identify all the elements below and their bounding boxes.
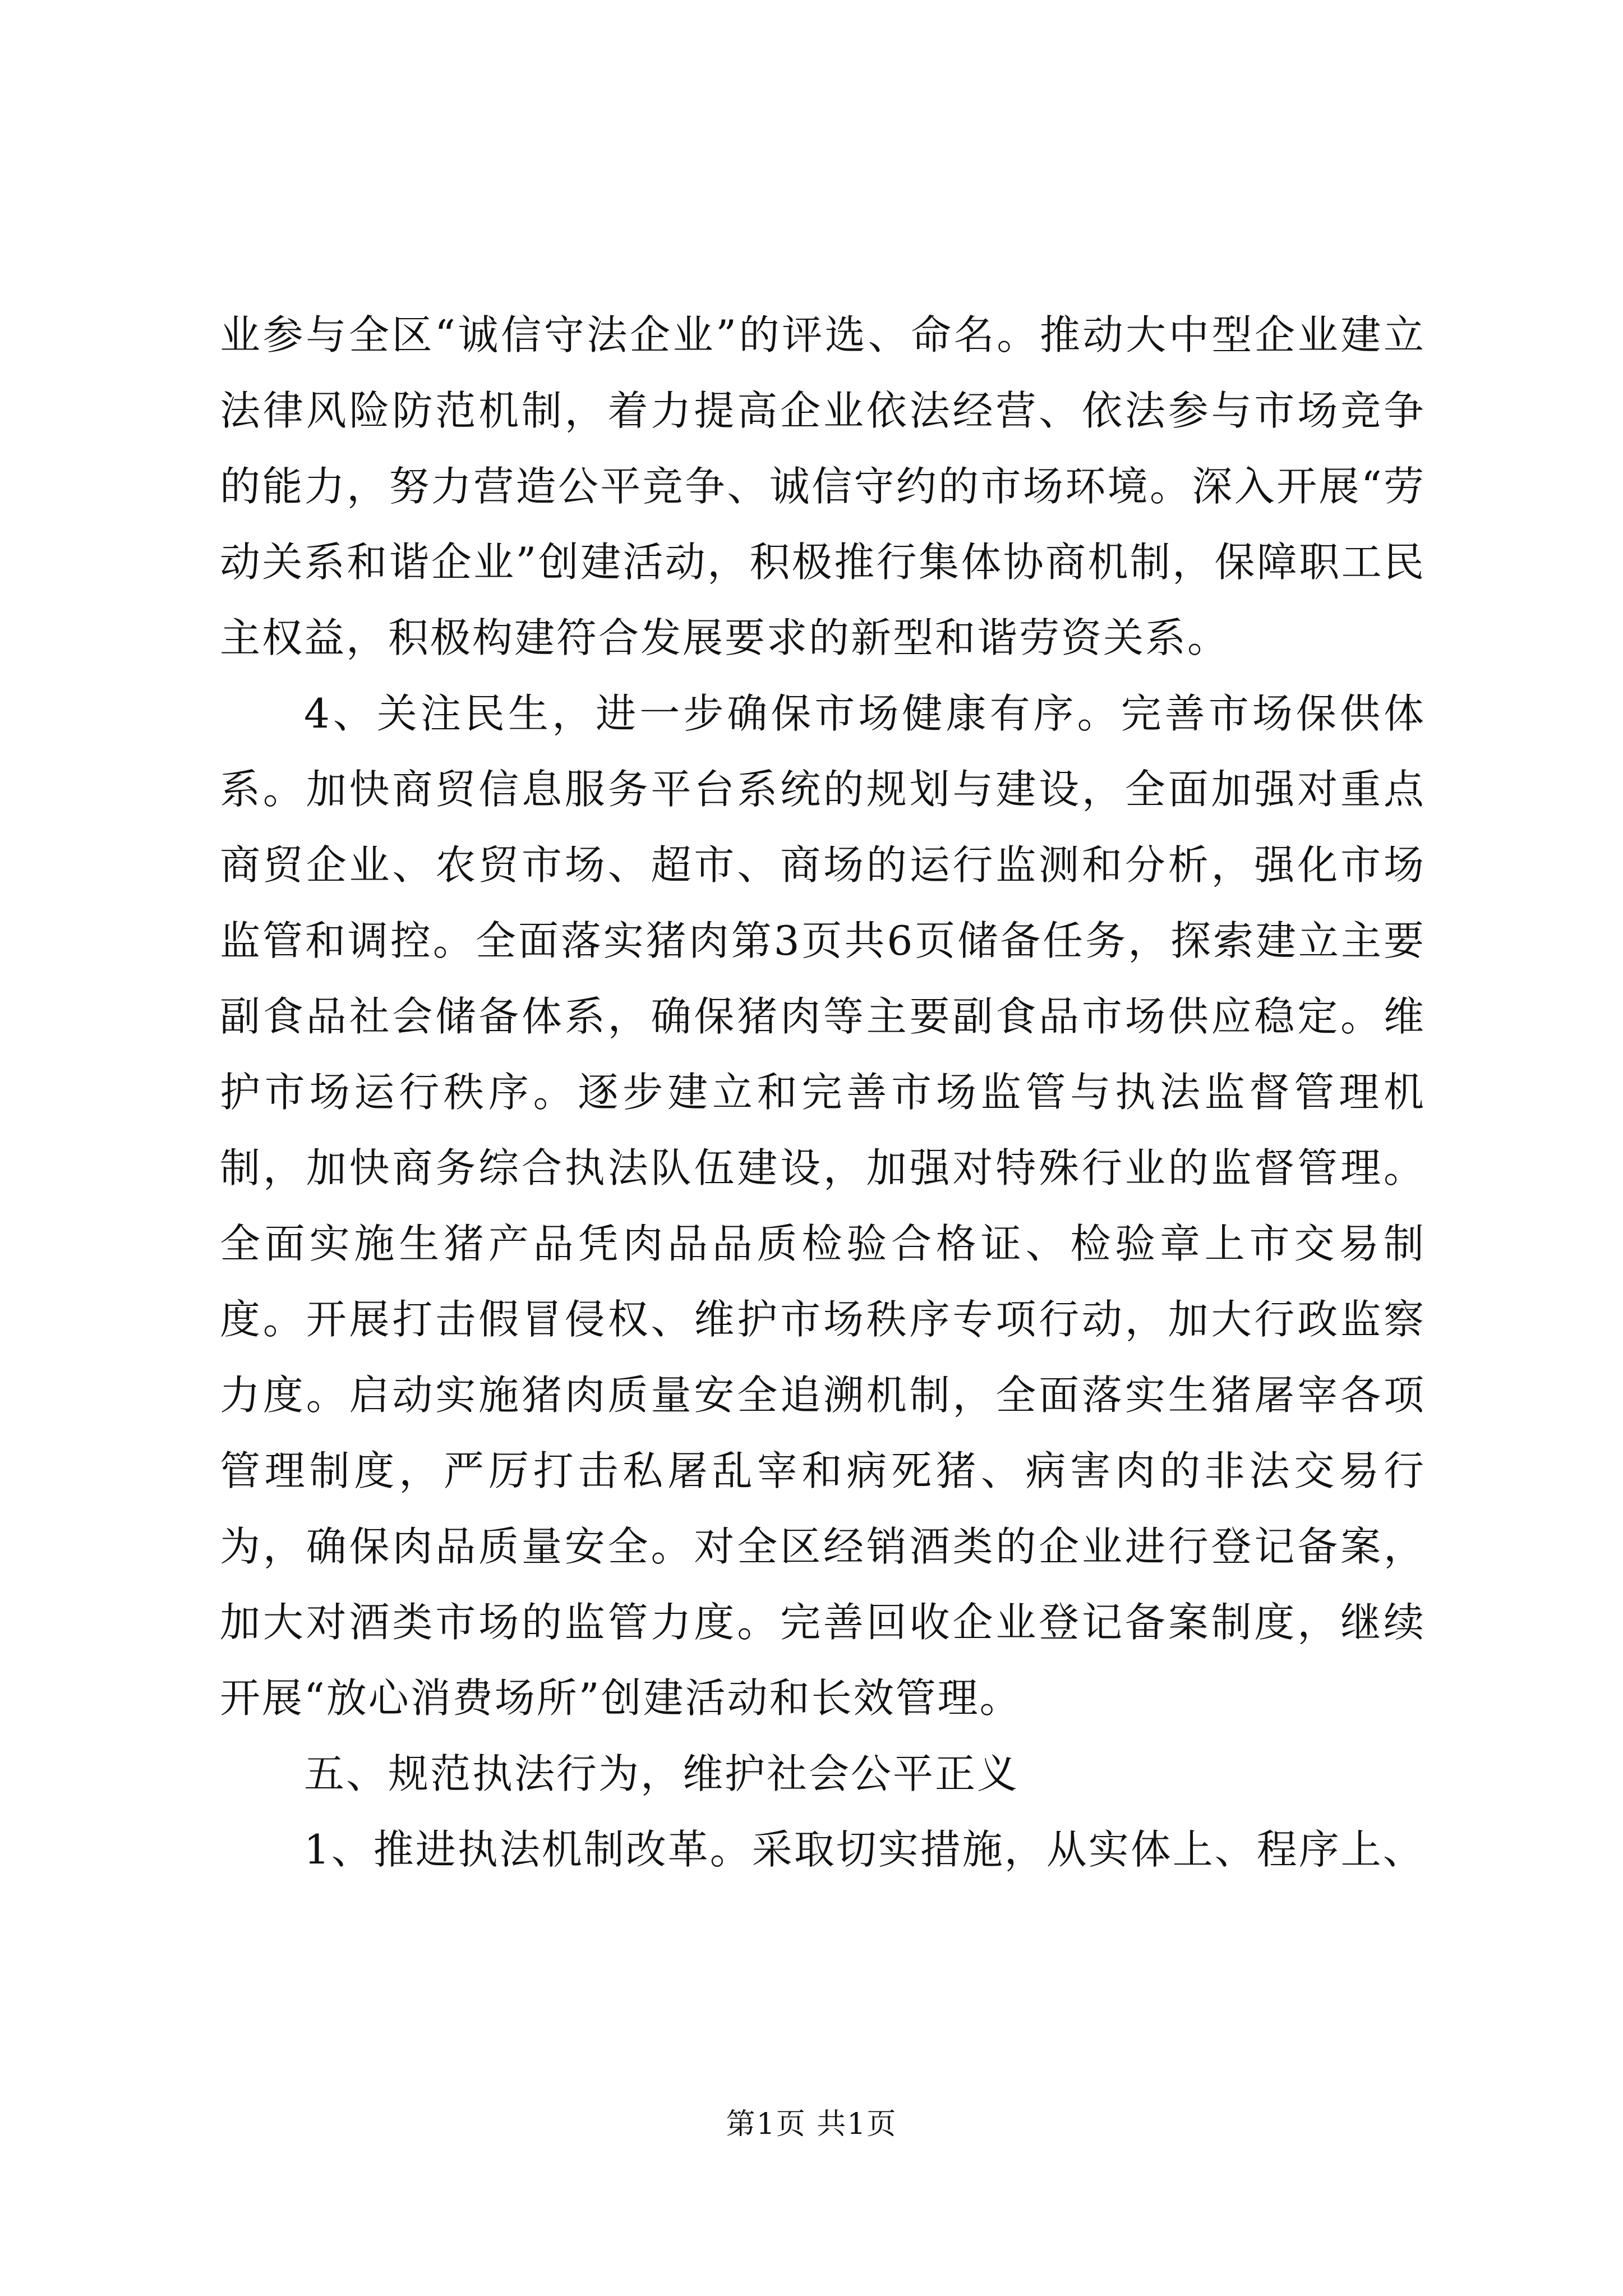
document-body [220,297,1426,1888]
paragraph-continuation: 业参与全区“诚信守法企业”的评选、命名。推动大中型企业建立法律风险防范机制，着力提高企业依法经营、依法参与市场竞争的能力，努力营造公平竞争、诚信守约的市场环境。深入开展“劳动关系和谐企业”创建活动，积极推行集体协商机制，保障职工民主权益，积极构建符合发展要求的新型和谐劳资关系。 [220,311,1426,661]
page-footer: 第1页 共1页 [726,2108,897,2141]
paragraph-section-5-1: 1、推进执法机制改革。采取切实措施，从实体上、程序上、 [304,1826,1425,1873]
paragraph-section-4: 4、关注民生，进一步确保市场健康有序。完善市场保供体系。加快商贸信息服务平台系统的规划与建设，全面加强对重点商贸企业、农贸市场、超市、商场的运行监测和分析，强化市场监管和调控。全面落实猪肉第3页共6页储备任务，探索建立主要副食品社会储备体系，确保猪肉等主要副食品市场供应稳定。维护市场运行秩序。逐步建立和完善市场监管与执法监督管理机制，加快商务综合执法队伍建设，加强对特殊行业的监督管理。全面实施生猪产品凭肉品品质检验合格证、检验章上市交易制度。开展打击假冒侵权、维护市场秩序专项行动，加大行政监察力度。启动实施猪肉质量安全追溯机制，全面落实生猪屠宰各项管理制度，严厉打击私屠乱宰和病死猪、病害肉的非法交易行为，确保肉品质量安全。对全区经销酒类的企业进行登记备案，加大对酒类市场的监管力度。完善回收企业登记备案制度，继续开展“放心消费场所”创建活动和长效管理。 [220,690,1426,1722]
section-heading-5: 五、规范执法行为，维护社会公平正义 [304,1750,1020,1797]
